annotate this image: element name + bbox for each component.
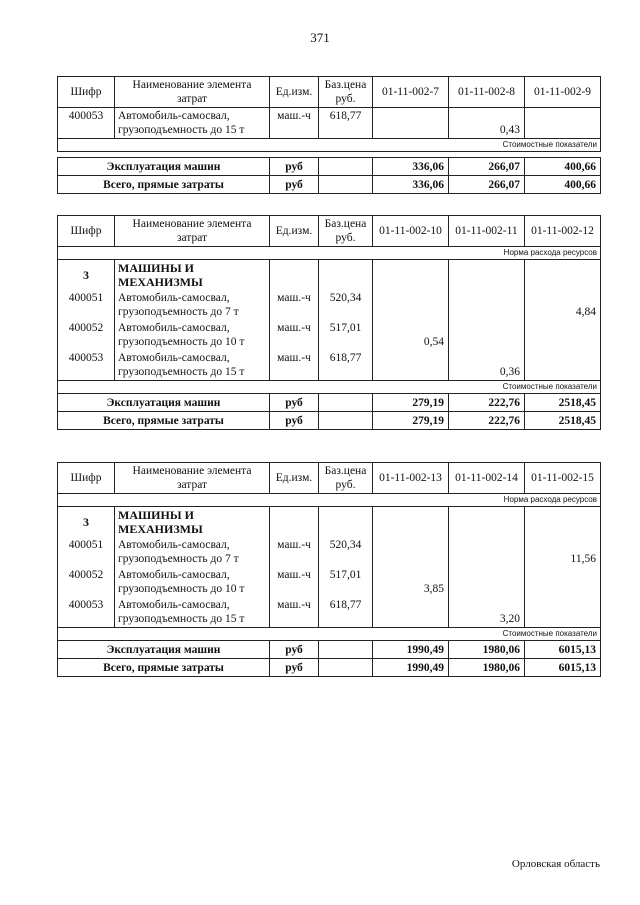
empty-cell: [319, 176, 373, 194]
total-direct-row: [58, 176, 601, 194]
estimate-table-1-totals: [57, 157, 601, 194]
empty-cell: [525, 507, 601, 538]
row-price: 517,01: [319, 567, 373, 597]
group-name: МАШИНЫ И МЕХАНИЗМЫ: [115, 507, 270, 538]
total-unit: руб: [270, 412, 319, 430]
row-code: 400052: [58, 567, 115, 597]
row-value: 3,85: [373, 567, 449, 597]
empty-cell: [319, 158, 373, 176]
row-value: [525, 108, 601, 139]
total-value: 2518,45: [525, 394, 601, 412]
row-value: 0,54: [373, 320, 449, 350]
row-value: [373, 350, 449, 381]
cost-indicators-row: [58, 628, 601, 641]
total-value: 222,76: [449, 412, 525, 430]
header-column: 01-11-002-15: [525, 463, 601, 494]
empty-cell: [525, 260, 601, 291]
table-header-row: [58, 463, 601, 494]
header-column: 01-11-002-13: [373, 463, 449, 494]
total-unit: руб: [270, 158, 319, 176]
row-value: [449, 320, 525, 350]
cost-indicators-row: [58, 139, 601, 152]
total-unit: руб: [270, 641, 319, 659]
table-row: [58, 597, 601, 628]
empty-cell: [449, 260, 525, 291]
header-unit: Ед.изм.: [270, 77, 319, 108]
header-column: 01-11-002-14: [449, 463, 525, 494]
row-value: [373, 108, 449, 139]
empty-cell: [373, 507, 449, 538]
row-unit: маш.-ч: [270, 108, 319, 139]
total-direct-label: Всего, прямые затраты: [58, 659, 270, 677]
group-name: МАШИНЫ И МЕХАНИЗМЫ: [115, 260, 270, 291]
row-unit: маш.-ч: [270, 290, 319, 320]
row-name: Автомобиль-самосвал, грузоподъемность до 15 т: [115, 350, 270, 381]
header-column: 01-11-002-12: [525, 216, 601, 247]
table-header-row: [58, 216, 601, 247]
header-price: Баз.цена руб.: [319, 77, 373, 108]
header-unit: Ед.изм.: [270, 216, 319, 247]
cost-indicators-row: [58, 381, 601, 394]
row-unit: маш.-ч: [270, 597, 319, 628]
row-value: [373, 290, 449, 320]
page-number: 371: [310, 30, 330, 45]
cost-indicators-label: Стоимостные показатели: [58, 628, 601, 641]
empty-cell: [319, 394, 373, 412]
table-row: [58, 320, 601, 350]
table-row: [58, 537, 601, 567]
machine-operation-row: [58, 394, 601, 412]
row-value: [449, 567, 525, 597]
header-price: Баз.цена руб.: [319, 463, 373, 494]
total-unit: руб: [270, 659, 319, 677]
row-value: 0,43: [449, 108, 525, 139]
header-code: Шифр: [58, 77, 115, 108]
row-unit: маш.-ч: [270, 350, 319, 381]
table-row: [58, 108, 601, 139]
empty-cell: [319, 412, 373, 430]
row-code: 400051: [58, 537, 115, 567]
total-value: 1980,06: [449, 659, 525, 677]
empty-cell: [270, 260, 319, 291]
total-value: 336,06: [373, 176, 449, 194]
row-value: 11,56: [525, 537, 601, 567]
resource-norm-row: [58, 247, 601, 260]
header-unit: Ед.изм.: [270, 463, 319, 494]
machine-operation-label: Эксплуатация машин: [58, 394, 270, 412]
total-unit: руб: [270, 176, 319, 194]
total-direct-row: [58, 412, 601, 430]
row-code: 400053: [58, 350, 115, 381]
row-code: 400053: [58, 597, 115, 628]
resource-norm-label: Норма расхода ресурсов: [58, 494, 601, 507]
row-price: 517,01: [319, 320, 373, 350]
row-value: 4,84: [525, 290, 601, 320]
region-footer: Орловская область: [511, 858, 600, 870]
estimate-table-2: [57, 215, 601, 430]
total-value: 1990,49: [373, 641, 449, 659]
table-header-row: [58, 77, 601, 108]
machine-operation-row: [58, 158, 601, 176]
row-unit: маш.-ч: [270, 567, 319, 597]
row-unit: маш.-ч: [270, 537, 319, 567]
empty-cell: [319, 641, 373, 659]
row-price: 618,77: [319, 108, 373, 139]
empty-cell: [319, 659, 373, 677]
total-value: 266,07: [449, 176, 525, 194]
total-value: 279,19: [373, 394, 449, 412]
row-value: [525, 567, 601, 597]
machine-operation-row: [58, 641, 601, 659]
row-value: [449, 537, 525, 567]
cost-indicators-label: Стоимостные показатели: [58, 381, 601, 394]
estimate-table-1: [57, 76, 601, 152]
total-value: 266,07: [449, 158, 525, 176]
total-value: 336,06: [373, 158, 449, 176]
total-direct-label: Всего, прямые затраты: [58, 176, 270, 194]
estimate-table-3: [57, 462, 601, 677]
row-code: 400053: [58, 108, 115, 139]
machine-operation-label: Эксплуатация машин: [58, 641, 270, 659]
row-value: [373, 537, 449, 567]
header-column: 01-11-002-9: [525, 77, 601, 108]
header-name: Наименование элемента затрат: [115, 216, 270, 247]
row-value: [373, 597, 449, 628]
total-direct-label: Всего, прямые затраты: [58, 412, 270, 430]
table-row: [58, 350, 601, 381]
header-code: Шифр: [58, 463, 115, 494]
total-value: 2518,45: [525, 412, 601, 430]
header-price: Баз.цена руб.: [319, 216, 373, 247]
row-price: 618,77: [319, 597, 373, 628]
row-code: 400051: [58, 290, 115, 320]
row-value: [525, 320, 601, 350]
empty-cell: [449, 507, 525, 538]
header-code: Шифр: [58, 216, 115, 247]
row-name: Автомобиль-самосвал, грузоподъемность до 10 т: [115, 567, 270, 597]
total-value: 1980,06: [449, 641, 525, 659]
total-value: 6015,13: [525, 641, 601, 659]
row-price: 618,77: [319, 350, 373, 381]
machine-operation-label: Эксплуатация машин: [58, 158, 270, 176]
group-code: 3: [58, 507, 115, 538]
cost-indicators-label: Стоимостные показатели: [58, 139, 601, 152]
row-name: Автомобиль-самосвал, грузоподъемность до 7 т: [115, 290, 270, 320]
group-row: [58, 260, 601, 291]
row-value: [449, 290, 525, 320]
total-value: 222,76: [449, 394, 525, 412]
empty-cell: [319, 507, 373, 538]
total-value: 400,66: [525, 176, 601, 194]
empty-cell: [373, 260, 449, 291]
row-price: 520,34: [319, 537, 373, 567]
row-code: 400052: [58, 320, 115, 350]
row-name: Автомобиль-самосвал, грузоподъемность до 10 т: [115, 320, 270, 350]
row-value: [525, 350, 601, 381]
total-direct-row: [58, 659, 601, 677]
table-row: [58, 567, 601, 597]
resource-norm-label: Норма расхода ресурсов: [58, 247, 601, 260]
header-name: Наименование элемента затрат: [115, 77, 270, 108]
total-value: 6015,13: [525, 659, 601, 677]
empty-cell: [270, 507, 319, 538]
row-name: Автомобиль-самосвал, грузоподъемность до 15 т: [115, 108, 270, 139]
header-name: Наименование элемента затрат: [115, 463, 270, 494]
header-column: 01-11-002-7: [373, 77, 449, 108]
empty-cell: [319, 260, 373, 291]
resource-norm-row: [58, 494, 601, 507]
header-column: 01-11-002-11: [449, 216, 525, 247]
total-unit: руб: [270, 394, 319, 412]
row-price: 520,34: [319, 290, 373, 320]
row-name: Автомобиль-самосвал, грузоподъемность до 7 т: [115, 537, 270, 567]
header-column: 01-11-002-8: [449, 77, 525, 108]
header-column: 01-11-002-10: [373, 216, 449, 247]
table-row: [58, 290, 601, 320]
row-unit: маш.-ч: [270, 320, 319, 350]
total-value: 279,19: [373, 412, 449, 430]
row-value: 3,20: [449, 597, 525, 628]
row-value: 0,36: [449, 350, 525, 381]
row-name: Автомобиль-самосвал, грузоподъемность до 15 т: [115, 597, 270, 628]
group-row: [58, 507, 601, 538]
total-value: 400,66: [525, 158, 601, 176]
row-value: [525, 597, 601, 628]
total-value: 1990,49: [373, 659, 449, 677]
group-code: 3: [58, 260, 115, 291]
